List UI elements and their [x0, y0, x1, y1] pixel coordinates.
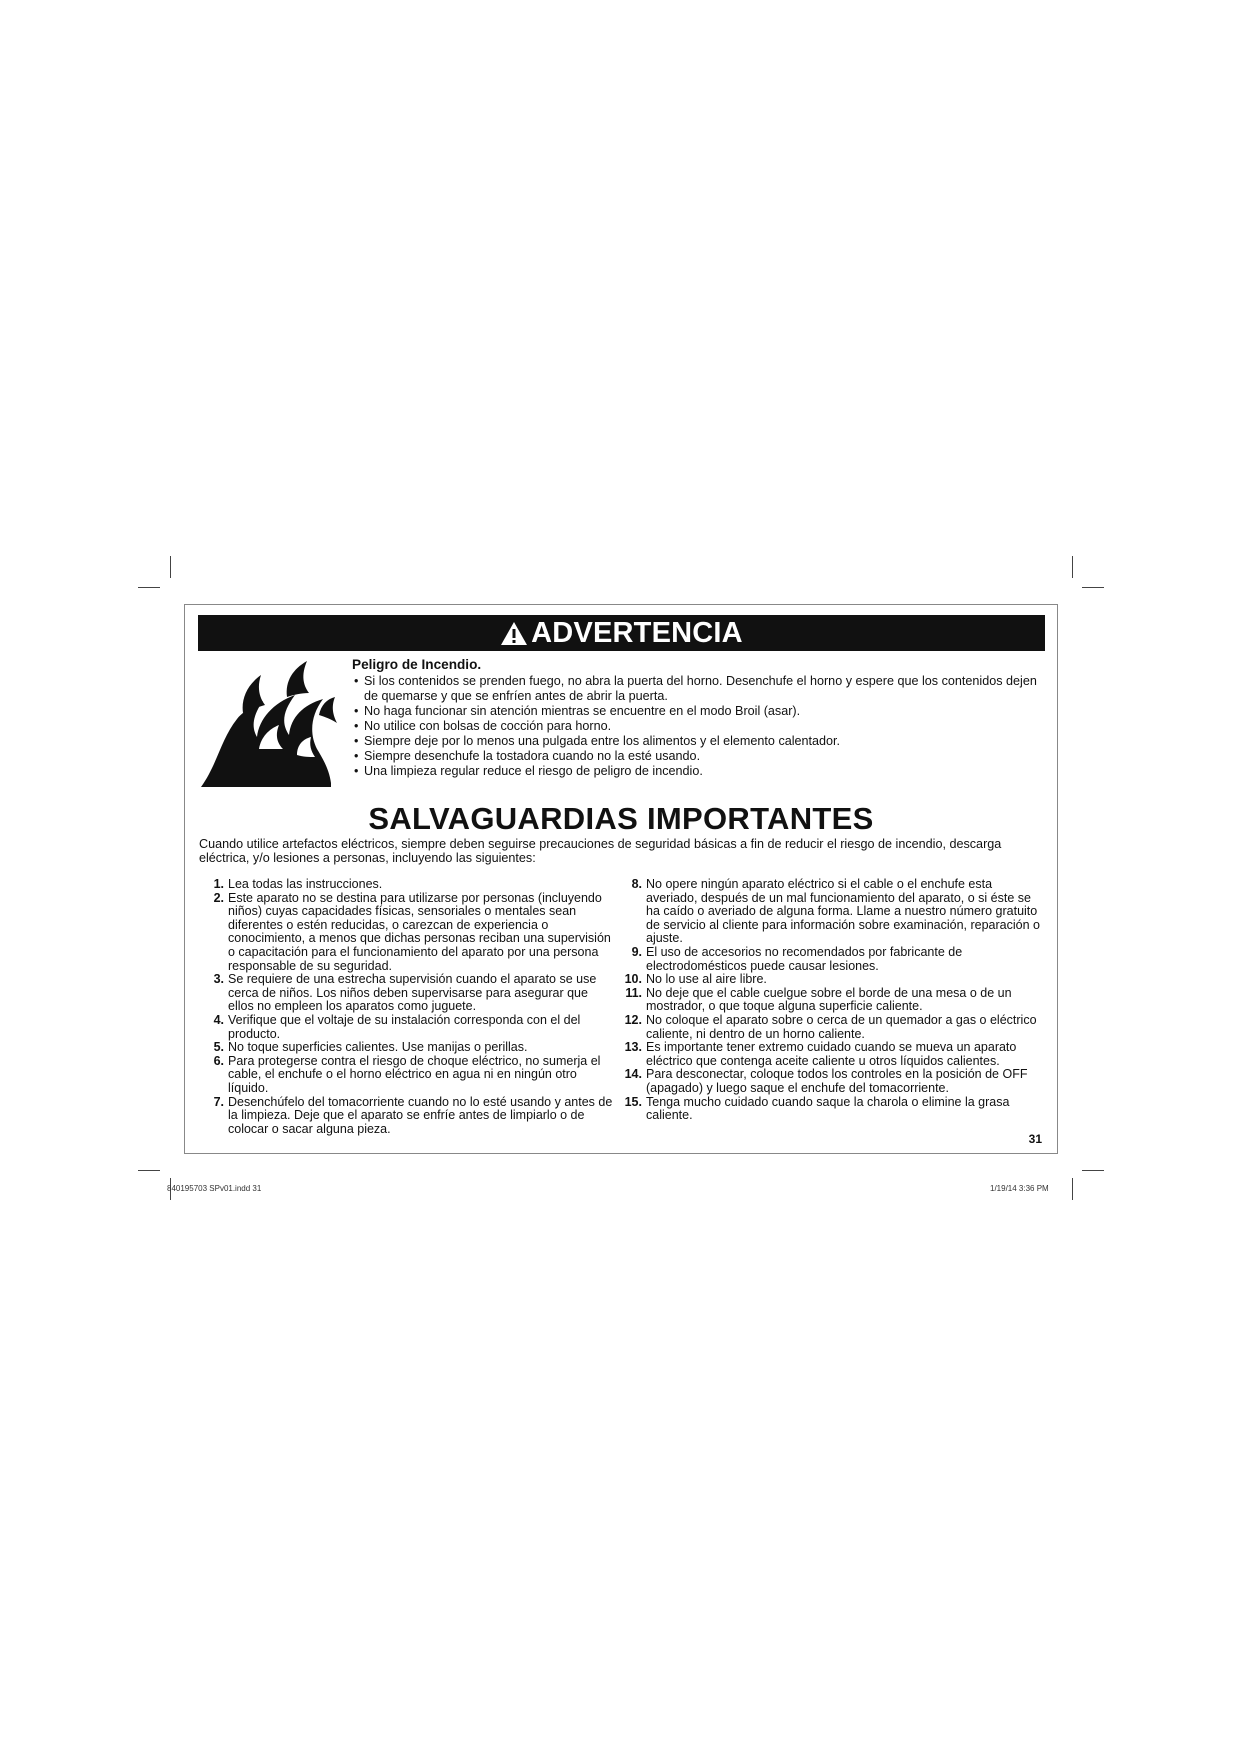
list-item — [618, 1014, 1046, 1041]
item-text: Tenga mucho cuidado cuando saque la charola o elimine la grasa caliente. — [646, 1094, 1010, 1123]
item-number: 9. — [631, 944, 642, 959]
item-number: 11. — [625, 985, 642, 1000]
fire-hazard-title: Peligro de Incendio. — [352, 657, 482, 672]
crop-mark — [138, 587, 160, 588]
item-number: 5. — [213, 1040, 224, 1055]
item-text: El uso de accesorios no recomendados por fabricante de electrodomésticos puede causar lesiones. — [646, 944, 963, 973]
safeguards-list-left — [200, 878, 613, 1136]
item-number: 7. — [213, 1094, 224, 1109]
fire-hazard-item: • Si los contenidos se prenden fuego, no abra la puerta del horno. Desenchufe el horno y espere que los contenidos dejen de quemarse y que se enfríen antes de abrir la puerta. — [352, 674, 1042, 704]
fire-hazard-list — [352, 674, 1042, 779]
item-number: 3. — [213, 972, 224, 987]
safeguards-title: SALVAGUARDIAS IMPORTANTES — [368, 801, 874, 836]
item-number: 6. — [213, 1053, 224, 1068]
item-text: Para protegerse contra el riesgo de choque eléctrico, no sumerja el cable, el enchufe o el horno eléctrico en agua ni en ningún otro líquido. — [228, 1053, 601, 1095]
item-number: 1. — [213, 877, 224, 891]
fire-hazard-section — [352, 657, 1042, 779]
item-number: 13. — [624, 1040, 642, 1055]
file-slug: 840195703 SPv01.indd 31 — [167, 1184, 262, 1193]
item-text: No opere ningún aparato eléctrico si el cable o el enchufe esta averiado, después de un mal funcionamiento del aparato, o si éste se ha caído o averiado de alguna forma. Llame a nuestro número gratuito de servicio al cliente para información sobre examinación, reparación o ajuste. — [646, 877, 1040, 946]
item-number: 2. — [213, 890, 224, 905]
warning-banner — [198, 615, 1045, 651]
item-text: Para desconectar, coloque todos los controles en la posición de OFF (apagado) y luego saque el enchufe del tomacorriente. — [646, 1067, 1028, 1095]
fire-hazard-item: • Una limpieza regular reduce el riesgo de peligro de incendio. — [352, 764, 1042, 779]
safeguards-intro: Cuando utilice artefactos eléctricos, siempre deben seguirse precauciones de seguridad básicas a fin de reducir el riesgo de incendio, descarga eléctrica, y/o lesiones a personas, incluyendo las siguientes: — [199, 837, 1002, 866]
crop-mark — [1082, 1170, 1104, 1171]
item-text: Se requiere de una estrecha supervisión cuando el aparato se use cerca de niños. Los niños deben supervisarse para asegurar que ellos no empleen los aparatos como juguete. — [228, 972, 597, 1014]
item-number: 8. — [631, 877, 642, 891]
item-number: 15. — [624, 1094, 642, 1109]
item-text: Este aparato no se destina para utilizarse por personas (incluyendo niños) cuyas capacidades físicas, sensoriales o mentales sean diferentes o estén reducidas, o carezcan de experiencia o conocimiento, a menos que dichas personas reciban una supervisión o capacitación para el funcionamiento del aparato por una persona responsable de su seguridad. — [228, 890, 611, 973]
item-number: 14. — [624, 1067, 642, 1082]
fire-icon — [199, 657, 339, 789]
list-item — [618, 946, 1046, 973]
page-number: 31 — [1028, 1132, 1042, 1146]
item-text: No lo use al aire libre. — [646, 972, 767, 987]
crop-mark — [170, 556, 171, 578]
item-number: 4. — [213, 1012, 224, 1027]
list-item — [618, 973, 1046, 987]
list-item — [618, 1096, 1046, 1123]
list-item — [200, 1096, 613, 1137]
item-number: 12. — [624, 1012, 642, 1027]
list-item — [618, 1041, 1046, 1068]
crop-mark — [1082, 587, 1104, 588]
item-text: No toque superficies calientes. Use manijas o perillas. — [228, 1040, 528, 1055]
item-text: No deje que el cable cuelgue sobre el borde de una mesa o de un mostrador, o que toque alguna superficie caliente. — [646, 985, 1012, 1014]
safeguards-list-right — [618, 878, 1046, 1123]
item-text: Lea todas las instrucciones. — [228, 877, 383, 891]
list-item — [200, 1055, 613, 1096]
list-item — [618, 987, 1046, 1014]
item-text: Es importante tener extremo cuidado cuando se mueva un aparato eléctrico que contenga aceite caliente u otros líquidos calientes. — [646, 1040, 1017, 1068]
warning-banner-text: ADVERTENCIA — [531, 616, 743, 649]
list-item — [200, 1041, 613, 1055]
list-item — [200, 1014, 613, 1041]
warning-triangle-icon — [500, 621, 528, 646]
fire-hazard-item: • Siempre deje por lo menos una pulgada entre los alimentos y el elemento calentador. — [352, 734, 1042, 749]
list-item — [200, 892, 613, 974]
date-slug: 1/19/14 3:36 PM — [990, 1184, 1049, 1193]
safety-panel — [184, 604, 1058, 1154]
crop-mark — [1072, 1178, 1073, 1200]
fire-hazard-item: • Siempre desenchufe la tostadora cuando no la esté usando. — [352, 749, 1042, 764]
item-text: Verifique que el voltaje de su instalación corresponda con el del producto. — [228, 1012, 581, 1041]
list-item — [618, 878, 1046, 946]
crop-mark — [1072, 556, 1073, 578]
fire-hazard-item: • No utilice con bolsas de cocción para horno. — [352, 719, 1042, 734]
list-item — [618, 1068, 1046, 1095]
list-item — [200, 973, 613, 1014]
item-text: Desenchúfelo del tomacorriente cuando no lo esté usando y antes de la limpieza. Deje que el aparato se enfríe antes de limpiarlo o de colocar o sacar alguna pieza. — [228, 1094, 613, 1136]
list-item — [200, 878, 613, 892]
crop-mark — [138, 1170, 160, 1171]
item-number: 10. — [624, 972, 642, 987]
fire-hazard-item: • No haga funcionar sin atención mientras se encuentre en el modo Broil (asar). — [352, 704, 1042, 719]
item-text: No coloque el aparato sobre o cerca de un quemador a gas o eléctrico caliente, ni dentro de un horno caliente. — [646, 1012, 1037, 1041]
